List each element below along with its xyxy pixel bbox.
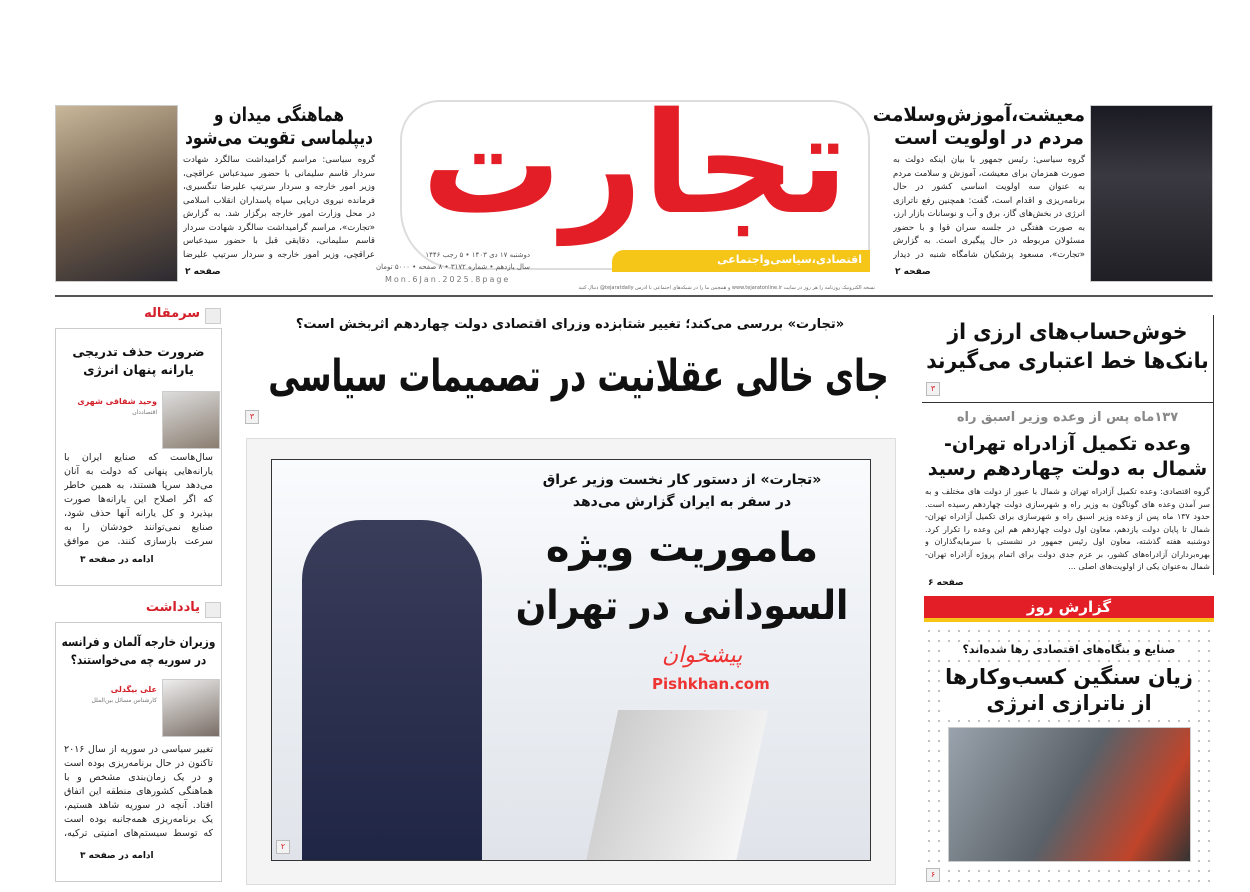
author-photo [162,679,220,737]
daily-report-label: گزارش روز [1026,598,1112,616]
araghchi-photo [55,105,178,282]
top-left-body: گروه سیاسی: مراسم گرامیداشت سالگرد شهادت سردار قاسم سلیمانی با حضور سیدعباس عراقچی، وزیر امور خارجه و سردار سرتیپ علیرضا تنگسیری، فرمانده نیروی دریایی سپاه پاسداران انقلاب اسلامی در محل وزارت امور خارجه برگزار شد. به گزارش «تجارت»، مراسم گرامیداشت سالگرد شهادت سردار قاسم سلیمانی، دقایقی قبل با حضور سیدعباس عراقچی، وزیر امور خارجه و سردار سرتیپ علیرضا [183,155,375,260]
photo-story-box [246,438,896,885]
lead-kicker: «تجارت» بررسی می‌کند؛ تغییر شتابزده وزرای اقتصادی دولت چهاردهم اثربخش است؟ [295,317,845,332]
right-mid-title: وعده تکمیل آزادراه تهران-شمال به دولت چهاردهم رسید [927,433,1208,480]
date-line: دوشنبه ۱۷ دی ۱۴۰۳ • ۵ رجب ۱۴۴۶ [425,251,530,259]
note-body: تغییر سیاسی در سوریه از سال ۲۰۱۶ تاکنون در حال برنامه‌ریزی بوده است و در یک زمان‌بندی مشخص و با هماهنگی کشورهای منطقه این اتفاق افتاد. آنچه در سوریه شاهد هستیم، یک برنامه‌ریزی همه‌جانبه بوده است که توسط سیستم‌های امنیتی ترکیه، [64,744,213,839]
right-mid-page: صفحه ۶ [928,578,964,588]
top-right-title: معیشت،آموزش‌وسلامت مردم در اولویت است [872,104,1085,149]
web-line: نسخه الکترونیک روزنامه را هر روز در سایت www.tejaratonline.ir و همچنین ما را در شبکه‌های اجتماعی با آدرس tejaratdaily@ دنبال کنید [578,285,875,291]
note-title: وزیران خارجه آلمان و فرانسه در سوریه چه می‌خواستند؟ [61,634,216,667]
watermark-fa: پیشخوان [662,643,743,668]
daily-report-box [924,626,1214,886]
top-left-title: هماهنگی میدان و دیپلماسی تقویت می‌شود [185,104,373,149]
editorial-title: ضرورت حذف تدریجی یارانه پنهان انرژی [72,344,205,377]
pezeshkian-photo [1090,105,1213,282]
daily-report-kicker: صنایع و بنگاه‌های اقتصادی رها شده‌اند؟ [944,642,1194,658]
aircraft-stairs [586,710,768,861]
watermark-url: Pishkhan.com [652,675,770,693]
daily-report-banner [924,596,1214,622]
person-figure [302,520,482,861]
top-right-body: گروه سیاسی: رئیس جمهور با بیان اینکه دولت به صورت همزمان برای معیشت، آموزش و سلامت مردم به عنوان سه اولویت اساسی کشور در حال برنامه‌ریزی و اقدام است، گفت: همچنین رفع ناترازی انرژی در بخش‌های گاز، برق و آب و نوسانات بازار ارز، به صورت هفتگی در جلسه سران قوا و با حضور مسئولان مربوطه در حال پیگیری است. به گزارش «تجارت»، مسعود پزشکیان شامگاه شنبه در دیدار [893,155,1085,260]
lead-title: جای خالی عقلانیت در تصمیمات سیاسی [268,351,889,402]
note-label: یادداشت [145,600,200,615]
right-mid-body: گروه اقتصادی: وعده تکمیل آزادراه تهران و شمال با عبور از دولت های مختلف و به سر آمدن وعده های گوناگون به وزیر راه و شهرسازی دولت چهاردهم رسیده است. حدود ۱۳۷ ماه پس از وعده وزیر اسبق راه و شهرسازی برای تکمیل آزادراه تهران-شمال تا پایان دولت یازدهم، معاون اول دولت چهاردهم هم این وعده را تکرار کرد. دوشنبه هفته گذشته، معاون اول رئیس جمهور در نشستی با سرمایه‌گذاران و بهره‌برداران آزادراه‌های کشور، بر عزم جدی دولت برای اتمام پروژه آزادراه تهران-شمال به‌عنوان یکی از اولویت‌های اصلی ... [925,487,1210,571]
note-more: ادامه در صفحه ۳ [80,851,154,861]
editorial-label: سرمقاله [144,306,200,321]
masthead-logo [400,83,870,270]
divider [922,402,1214,403]
note-role: کارشناس مسائل بین‌الملل [91,697,157,704]
editorial-role: اقتصاددان [132,409,157,416]
issue-line: سال یازدهم • شماره ۳۱۷۲ • ۸ صفحه • ۵۰۰۰ تومان [376,263,530,271]
tagline: اقتصادی،سیاسی‌واجتماعی [612,250,870,272]
top-right-page: صفحه ۲ [895,267,931,277]
header-divider [55,295,1213,297]
column-rule [1213,315,1214,575]
note-box [55,622,222,882]
photo-title-2: السودانی در تهران [515,583,849,629]
editorial-author: وحید شقاقی شهری [77,397,157,406]
photo-title-1: ماموریت ویژه [545,525,819,571]
label-square [205,308,221,324]
label-square [205,602,221,618]
photo-kicker-1: «تجارت» از دستور کار نخست وزیر عراق [542,472,822,488]
latin-date: Mon.6Jan.2025.8page [385,275,511,284]
editorial-body-text: سال‌هاست که صنایع ایران با یارانه‌هایی پنهانی که دولت به آنان می‌دهد سرپا هستند، به همین خاطر که اگر اصلاح این یارانه‌ها صورت بپذیرد و کل یارانه آنها حذف شود، صنایع نمی‌توانند خودشان را به سرعت بازسازی کنند. من موافق [64,452,213,547]
lead-page: ۳ [245,410,259,424]
editorial-more: ادامه در صفحه ۳ [80,555,154,565]
daily-report-title: زیان سنگین کسب‌وکارها از ناترازی انرژی [945,665,1193,715]
photo-kicker-2: در سفر به ایران گزارش می‌دهد [572,494,792,510]
logo-text: تجارت [421,83,849,246]
right-mid-kicker: ۱۳۷ماه پس از وعده وزیر اسبق راه [956,410,1179,425]
right-top-page: ۳ [926,382,940,396]
editorial-box [55,328,222,586]
note-author: علی بیگدلی [110,685,157,694]
top-left-page: صفحه ۲ [185,267,221,277]
author-photo [162,391,220,449]
right-top-title: خوش‌حساب‌های ارزی از بانک‌ها خط اعتباری می‌گیرند [926,320,1209,374]
photo-story-page: ۲ [276,840,290,854]
sudani-photo [271,459,871,861]
factory-photo [948,727,1191,862]
daily-report-page: ۶ [926,868,940,882]
